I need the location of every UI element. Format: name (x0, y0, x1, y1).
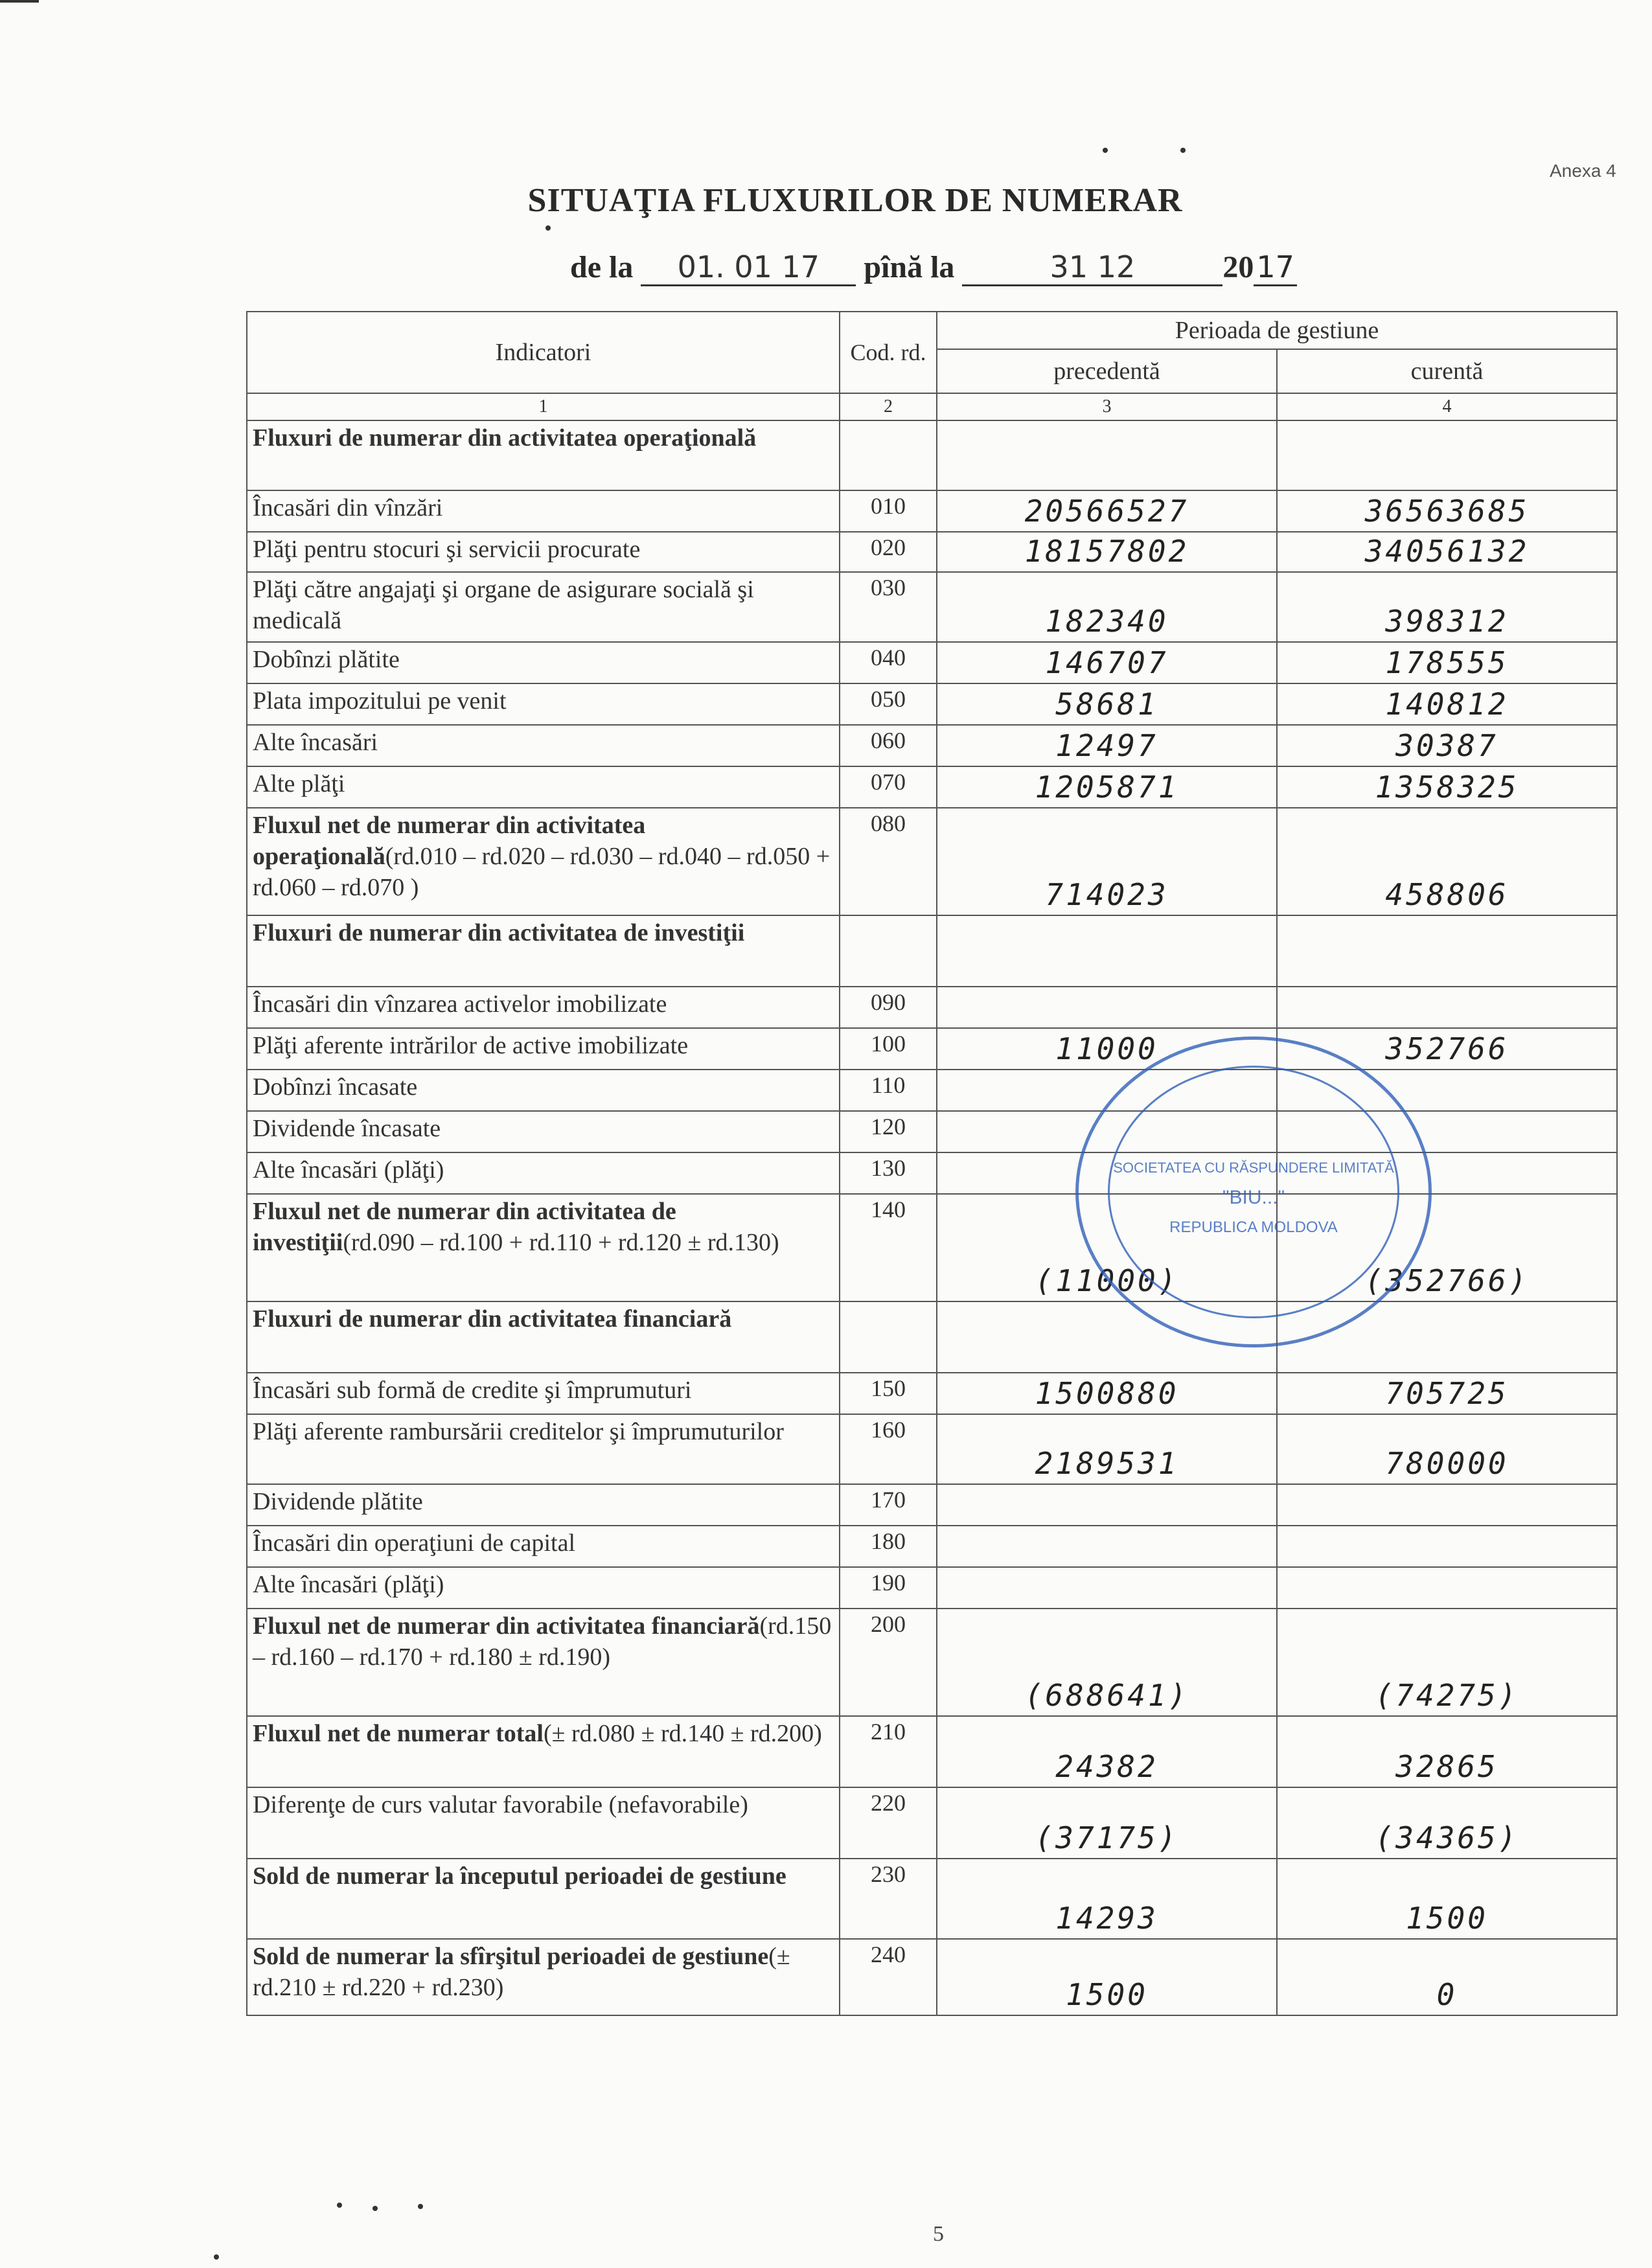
indicator-cell (247, 1526, 840, 1567)
stamp-ring-text: SOCIETATEA CU RĂSPUNDERE LIMITATĂ (1113, 1160, 1394, 1176)
indicator-cell (247, 725, 840, 766)
row-code: 040 (840, 642, 937, 683)
indicator-formula: (rd.150 – rd.160 – rd.170 + rd.180 ± rd.190) (253, 1612, 832, 1671)
value-current (1277, 1567, 1617, 1609)
indicator-label: Alte încasări (plăţi) (253, 1571, 444, 1598)
indicator-cell (247, 1787, 840, 1859)
indicator-cell (247, 1609, 840, 1716)
stamp-text (1079, 1153, 1428, 1243)
table-row (247, 1526, 1617, 1567)
scan-speck (545, 225, 551, 231)
row-code: 080 (840, 808, 937, 915)
value-previous (937, 420, 1277, 490)
row-code (840, 1301, 937, 1373)
value-current: 32865 (1277, 1716, 1617, 1787)
table-row (247, 1028, 1617, 1070)
row-code: 180 (840, 1526, 937, 1567)
period-from-label: de la (570, 250, 634, 284)
value-previous: (688641) (937, 1609, 1277, 1716)
indicator-cell (247, 1859, 840, 1939)
table-row (247, 642, 1617, 683)
value-current: (34365) (1277, 1787, 1617, 1859)
table-row (247, 572, 1617, 642)
value-previous: 11000 (937, 1028, 1277, 1070)
indicator-label: Fluxul net de numerar din activitatea operaţională (253, 812, 646, 870)
scan-speck (1180, 148, 1186, 153)
header-indicators: Indicatori (247, 312, 840, 393)
value-current: 30387 (1277, 725, 1617, 766)
value-current: 34056132 (1277, 532, 1617, 572)
row-code: 170 (840, 1484, 937, 1526)
value-current (1277, 1484, 1617, 1526)
row-code: 220 (840, 1787, 937, 1859)
table-row (247, 915, 1617, 987)
row-code: 130 (840, 1152, 937, 1194)
table-row (247, 808, 1617, 915)
period-from-value: 01. 01 17 (641, 249, 856, 286)
value-previous: 1500880 (937, 1373, 1277, 1414)
row-code: 120 (840, 1111, 937, 1152)
table-row (247, 1414, 1617, 1484)
indicator-cell (247, 766, 840, 808)
indicator-label: Plăţi aferente rambursării creditelor şi împrumuturilor (253, 1418, 784, 1445)
indicator-label: Plata impozitului pe venit (253, 687, 507, 715)
value-previous: 24382 (937, 1716, 1277, 1787)
indicator-label: Fluxul net de numerar din activitatea financiară (253, 1612, 760, 1640)
value-current: (352766) (1277, 1194, 1617, 1301)
value-current: 780000 (1277, 1414, 1617, 1484)
value-previous (937, 1567, 1277, 1609)
value-current: 458806 (1277, 808, 1617, 915)
header-code: Cod. rd. (840, 312, 937, 393)
indicator-label: Dobînzi încasate (253, 1073, 418, 1101)
indicator-cell (247, 1939, 840, 2015)
row-code (840, 915, 937, 987)
value-current: (74275) (1277, 1609, 1617, 1716)
indicator-cell (247, 1028, 840, 1070)
table-row (247, 1373, 1617, 1414)
table-row (247, 1716, 1617, 1787)
value-previous (937, 1526, 1277, 1567)
value-previous (937, 987, 1277, 1028)
value-previous (937, 1484, 1277, 1526)
value-previous: (11000) (937, 1194, 1277, 1301)
indicator-label: Fluxuri de numerar din activitatea financiară (253, 1305, 732, 1333)
row-code: 050 (840, 683, 937, 725)
indicator-label: Încasări din operaţiuni de capital (253, 1529, 576, 1557)
table-row (247, 1859, 1617, 1939)
table-row (247, 490, 1617, 532)
indicator-cell (247, 1111, 840, 1152)
indicator-label: Plăţi către angajaţi şi organe de asigurare socială şi medicală (253, 576, 754, 634)
indicator-label: Alte plăţi (253, 770, 345, 797)
header-period: Perioada de gestiune (937, 312, 1617, 349)
indicator-label: Fluxuri de numerar din activitatea operaţională (253, 424, 757, 452)
indicator-label: Plăţi aferente intrărilor de active imobilizate (253, 1032, 689, 1059)
value-current: 36563685 (1277, 490, 1617, 532)
row-code: 090 (840, 987, 937, 1028)
indicator-cell (247, 532, 840, 572)
company-stamp (1075, 1037, 1432, 1347)
row-code: 110 (840, 1070, 937, 1111)
period-to-value: 31 12 (962, 249, 1222, 286)
period-to-label: pînă la (864, 250, 955, 284)
indicator-cell (247, 1373, 840, 1414)
value-previous: (37175) (937, 1787, 1277, 1859)
indicator-label: Fluxuri de numerar din activitatea de investiţii (253, 919, 745, 946)
indicator-cell (247, 1414, 840, 1484)
indicator-cell (247, 1301, 840, 1373)
indicator-cell (247, 1484, 840, 1526)
column-number: 3 (937, 393, 1277, 420)
indicator-cell (247, 1070, 840, 1111)
scan-edge-mark (0, 0, 39, 19)
header-previous: precedentă (937, 349, 1277, 393)
stamp-center-text: "BIU..." (1222, 1187, 1285, 1208)
indicator-label: Alte încasări (253, 729, 378, 756)
table-row (247, 766, 1617, 808)
indicator-label: Plăţi pentru stocuri şi servicii procurate (253, 536, 641, 563)
value-current: 140812 (1277, 683, 1617, 725)
table-row (247, 1609, 1617, 1716)
value-previous: 18157802 (937, 532, 1277, 572)
value-previous: 58681 (937, 683, 1277, 725)
indicator-formula: (rd.010 – rd.020 – rd.030 – rd.040 – rd.050 + rd.060 – rd.070 ) (253, 843, 831, 901)
stamp-bottom-text: REPUBLICA MOLDOVA (1169, 1219, 1338, 1236)
row-code: 030 (840, 572, 937, 642)
indicator-cell (247, 987, 840, 1028)
row-code: 240 (840, 1939, 937, 2015)
value-current (1277, 420, 1617, 490)
indicator-label: Dividende plătite (253, 1488, 423, 1515)
period-year-prefix: 20 (1222, 250, 1254, 284)
value-current: 178555 (1277, 642, 1617, 683)
value-previous: 182340 (937, 572, 1277, 642)
indicator-cell (247, 1194, 840, 1301)
row-code: 230 (840, 1859, 937, 1939)
value-previous: 714023 (937, 808, 1277, 915)
row-code: 100 (840, 1028, 937, 1070)
row-code: 190 (840, 1567, 937, 1609)
column-number: 2 (840, 393, 937, 420)
indicator-formula: (± rd.210 ± rd.220 + rd.230) (253, 1943, 790, 2001)
scan-speck (337, 2203, 342, 2208)
indicator-label: Sold de numerar la începutul perioadei de gestiune (253, 1862, 786, 1890)
annex-label: Anexa 4 (1550, 161, 1616, 181)
indicator-cell (247, 1567, 840, 1609)
indicator-label: Sold de numerar la sfîrşitul perioadei de gestiune (253, 1943, 769, 1970)
table-row (247, 1484, 1617, 1526)
header-current: curentă (1277, 349, 1617, 393)
value-previous: 2189531 (937, 1414, 1277, 1484)
table-row (247, 987, 1617, 1028)
row-code: 010 (840, 490, 937, 532)
value-current: 1500 (1277, 1859, 1617, 1939)
row-code: 060 (840, 725, 937, 766)
row-code (840, 420, 937, 490)
row-code: 160 (840, 1414, 937, 1484)
table-row (247, 1070, 1617, 1111)
page-title: SITUAŢIA FLUXURILOR DE NUMERAR (527, 182, 1183, 219)
indicator-cell (247, 490, 840, 532)
indicator-label: Fluxul net de numerar total (253, 1720, 544, 1747)
table-row (247, 532, 1617, 572)
value-previous: 146707 (937, 642, 1277, 683)
table-row (247, 1939, 1617, 2015)
indicator-cell (247, 808, 840, 915)
table-row (247, 1567, 1617, 1609)
value-current (1277, 1526, 1617, 1567)
column-number: 1 (247, 393, 840, 420)
row-code: 070 (840, 766, 937, 808)
table-row (247, 1787, 1617, 1859)
indicator-cell (247, 915, 840, 987)
indicator-cell (247, 572, 840, 642)
value-previous (937, 915, 1277, 987)
indicator-cell (247, 420, 840, 490)
table-row (247, 420, 1617, 490)
value-current (1277, 915, 1617, 987)
indicator-cell (247, 642, 840, 683)
row-code: 020 (840, 532, 937, 572)
table-row (247, 725, 1617, 766)
value-previous: 1205871 (937, 766, 1277, 808)
row-code: 150 (840, 1373, 937, 1414)
indicator-formula: (rd.090 – rd.100 + rd.110 + rd.120 ± rd.130) (343, 1229, 779, 1256)
indicator-label: Încasări din vînzări (253, 494, 443, 521)
indicator-label: Încasări din vînzarea activelor imobilizate (253, 991, 667, 1018)
indicator-label: Încasări sub formă de credite şi împrumuturi (253, 1377, 692, 1404)
value-previous: 14293 (937, 1859, 1277, 1939)
page-number: 5 (933, 2222, 944, 2246)
scan-speck (418, 2204, 423, 2209)
value-current: 1358325 (1277, 766, 1617, 808)
indicator-label: Diferenţe de curs valutar favorabile (nefavorabile) (253, 1791, 748, 1818)
indicator-cell (247, 1716, 840, 1787)
scan-speck (1103, 148, 1108, 153)
value-current: 0 (1277, 1939, 1617, 2015)
value-previous: 12497 (937, 725, 1277, 766)
row-code: 140 (840, 1194, 937, 1301)
column-number: 4 (1277, 393, 1617, 420)
indicator-cell (247, 683, 840, 725)
indicator-formula: (± rd.080 ± rd.140 ± rd.200) (543, 1720, 822, 1747)
value-current: 352766 (1277, 1028, 1617, 1070)
column-number-row (247, 393, 1617, 420)
indicator-label: Fluxul net de numerar din activitatea de investiţii (253, 1198, 676, 1256)
value-previous: 20566527 (937, 490, 1277, 532)
row-code: 200 (840, 1609, 937, 1716)
value-current: 398312 (1277, 572, 1617, 642)
value-current (1277, 987, 1617, 1028)
row-code: 210 (840, 1716, 937, 1787)
indicator-label: Dobînzi plătite (253, 646, 400, 673)
scan-speck (214, 2254, 219, 2260)
indicator-label: Alte încasări (plăţi) (253, 1156, 444, 1184)
period-year-suffix: 17 (1254, 249, 1297, 286)
scan-speck (373, 2206, 378, 2211)
value-previous: 1500 (937, 1939, 1277, 2015)
table-row (247, 683, 1617, 725)
reporting-period (570, 249, 1297, 286)
indicator-cell (247, 1152, 840, 1194)
table-row (247, 1301, 1617, 1373)
value-current: 705725 (1277, 1373, 1617, 1414)
indicator-label: Dividende încasate (253, 1115, 441, 1142)
